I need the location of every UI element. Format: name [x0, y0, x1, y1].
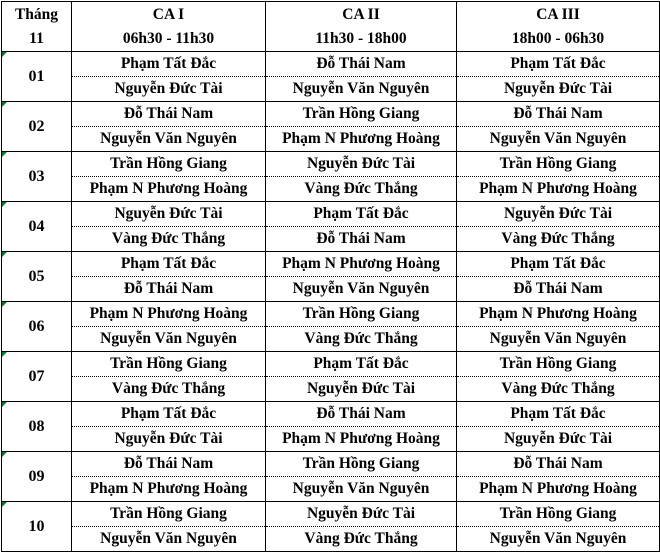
- staff-name-cell: Nguyễn Văn Nguyên: [72, 327, 266, 352]
- table-row: [2, 377, 660, 402]
- roster-body: [2, 52, 660, 552]
- staff-name-cell: Trần Hồng Giang: [266, 302, 457, 327]
- staff-name-cell: Đỗ Thái Nam: [457, 452, 660, 477]
- table-row: [2, 77, 660, 102]
- staff-name-cell: Trần Hồng Giang: [266, 102, 457, 127]
- staff-name-cell: Phạm N Phương Hoàng: [266, 127, 457, 152]
- day-number-cell: 05: [2, 252, 72, 302]
- table-row: [2, 52, 660, 77]
- table-row: [2, 427, 660, 452]
- day-number-cell: 02: [2, 102, 72, 152]
- table-row: [2, 352, 660, 377]
- shift-name: CA II: [342, 5, 380, 23]
- staff-name-cell: Trần Hồng Giang: [72, 352, 266, 377]
- shift-name: CA I: [152, 5, 185, 23]
- day-number-cell: 08: [2, 402, 72, 452]
- staff-name-cell: Phạm N Phương Hoàng: [266, 252, 457, 277]
- table-header: [2, 2, 660, 52]
- day-number-cell: 03: [2, 152, 72, 202]
- staff-name-cell: Phạm N Phương Hoàng: [72, 177, 266, 202]
- day-number-cell: 04: [2, 202, 72, 252]
- staff-name-cell: Phạm Tất Đắc: [457, 402, 660, 427]
- staff-name-cell: Phạm N Phương Hoàng: [457, 477, 660, 502]
- shift-header-1: [72, 2, 266, 52]
- table-row: [2, 252, 660, 277]
- staff-name-cell: Đỗ Thái Nam: [457, 102, 660, 127]
- staff-name-cell: Vàng Đức Thắng: [266, 177, 457, 202]
- staff-name-cell: Đỗ Thái Nam: [72, 452, 266, 477]
- staff-name-cell: Trần Hồng Giang: [457, 152, 660, 177]
- shift-header-3: [457, 2, 660, 52]
- table-row: [2, 227, 660, 252]
- month-header-cell: [2, 2, 72, 52]
- table-row: [2, 177, 660, 202]
- staff-name-cell: Trần Hồng Giang: [457, 502, 660, 527]
- staff-name-cell: Nguyễn Đức Tài: [457, 427, 660, 452]
- shift-roster-table: [1, 1, 660, 552]
- shift-time: 18h00 - 06h30: [511, 29, 605, 47]
- month-label: Tháng: [14, 5, 59, 23]
- staff-name-cell: Nguyễn Văn Nguyên: [266, 477, 457, 502]
- staff-name-cell: Nguyễn Văn Nguyên: [457, 527, 660, 552]
- staff-name-cell: Nguyễn Văn Nguyên: [266, 77, 457, 102]
- staff-name-cell: Nguyễn Đức Tài: [266, 152, 457, 177]
- staff-name-cell: Nguyễn Văn Nguyên: [72, 527, 266, 552]
- shift-header-2: [266, 2, 457, 52]
- staff-name-cell: Đỗ Thái Nam: [72, 102, 266, 127]
- staff-name-cell: Đỗ Thái Nam: [266, 402, 457, 427]
- table-row: [2, 302, 660, 327]
- staff-name-cell: Nguyễn Đức Tài: [457, 202, 660, 227]
- staff-name-cell: Trần Hồng Giang: [72, 502, 266, 527]
- staff-name-cell: Nguyễn Đức Tài: [266, 377, 457, 402]
- staff-name-cell: Phạm N Phương Hoàng: [457, 177, 660, 202]
- day-number-cell: 09: [2, 452, 72, 502]
- staff-name-cell: Phạm N Phương Hoàng: [72, 477, 266, 502]
- table-row: [2, 102, 660, 127]
- table-row: [2, 127, 660, 152]
- staff-name-cell: Trần Hồng Giang: [72, 152, 266, 177]
- day-number-cell: 07: [2, 352, 72, 402]
- staff-name-cell: Phạm Tất Đắc: [457, 52, 660, 77]
- staff-name-cell: Phạm Tất Đắc: [457, 252, 660, 277]
- staff-name-cell: Phạm Tất Đắc: [72, 52, 266, 77]
- staff-name-cell: Đỗ Thái Nam: [457, 277, 660, 302]
- staff-name-cell: Nguyễn Văn Nguyên: [457, 327, 660, 352]
- staff-name-cell: Nguyễn Văn Nguyên: [72, 127, 266, 152]
- month-value: 11: [29, 29, 44, 47]
- staff-name-cell: Phạm Tất Đắc: [266, 202, 457, 227]
- staff-name-cell: Nguyễn Văn Nguyên: [266, 277, 457, 302]
- staff-name-cell: Đỗ Thái Nam: [266, 227, 457, 252]
- staff-name-cell: Vàng Đức Thắng: [72, 377, 266, 402]
- shift-name: CA III: [536, 5, 580, 23]
- staff-name-cell: Phạm Tất Đắc: [266, 352, 457, 377]
- day-number-cell: 01: [2, 52, 72, 102]
- table-row: [2, 277, 660, 302]
- table-row: [2, 477, 660, 502]
- staff-name-cell: Phạm Tất Đắc: [72, 252, 266, 277]
- table-row: [2, 202, 660, 227]
- day-number-cell: 06: [2, 302, 72, 352]
- staff-name-cell: Vàng Đức Thắng: [457, 227, 660, 252]
- staff-name-cell: Nguyễn Đức Tài: [266, 502, 457, 527]
- table-row: [2, 502, 660, 527]
- staff-name-cell: Trần Hồng Giang: [457, 352, 660, 377]
- table-row: [2, 152, 660, 177]
- staff-name-cell: Phạm N Phương Hoàng: [72, 302, 266, 327]
- staff-name-cell: Phạm N Phương Hoàng: [457, 302, 660, 327]
- table-row: [2, 402, 660, 427]
- table-row: [2, 327, 660, 352]
- staff-name-cell: Vàng Đức Thắng: [266, 327, 457, 352]
- staff-name-cell: Nguyễn Đức Tài: [72, 427, 266, 452]
- table-row: [2, 527, 660, 552]
- day-number-cell: 10: [2, 502, 72, 552]
- staff-name-cell: Phạm Tất Đắc: [72, 402, 266, 427]
- staff-name-cell: Vàng Đức Thắng: [266, 527, 457, 552]
- staff-name-cell: Nguyễn Văn Nguyên: [457, 127, 660, 152]
- staff-name-cell: Vàng Đức Thắng: [457, 377, 660, 402]
- staff-name-cell: Phạm N Phương Hoàng: [266, 427, 457, 452]
- staff-name-cell: Nguyễn Đức Tài: [72, 77, 266, 102]
- shift-time: 11h30 - 18h00: [315, 29, 407, 47]
- staff-name-cell: Vàng Đức Thắng: [72, 227, 266, 252]
- staff-name-cell: Nguyễn Đức Tài: [457, 77, 660, 102]
- shift-time: 06h30 - 11h30: [122, 29, 215, 47]
- staff-name-cell: Đỗ Thái Nam: [266, 52, 457, 77]
- staff-name-cell: Đỗ Thái Nam: [72, 277, 266, 302]
- table-row: [2, 452, 660, 477]
- staff-name-cell: Trần Hồng Giang: [266, 452, 457, 477]
- staff-name-cell: Nguyễn Đức Tài: [72, 202, 266, 227]
